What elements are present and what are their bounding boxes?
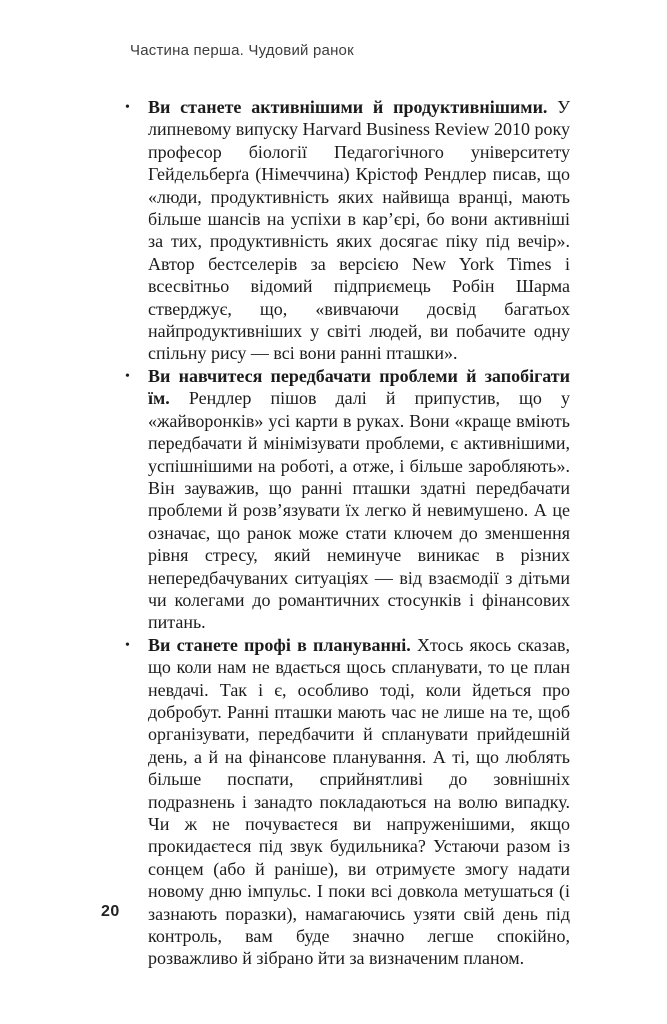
bullet-item-planning xyxy=(123,634,570,970)
bullet-lead: Ви навчитеся передбачати проблеми й запобігати їм. xyxy=(148,365,570,409)
page-number: 20 xyxy=(101,903,120,920)
bullet-body-text: Рендлер пішов далі й припустив, що у «жайворонків» усі карти в руках. Вони «краще вміють передбачати й мінімізувати проблеми, є активнішими, успішнішими на роботі, а отже, і більше заробляють». Він зауважив, що ранні пташки здатні передбачати проблеми й розв’язувати їх легко й невимушено. А це означає, що ранок може стати ключем до зменшення рівня стресу, який неминуче виникає в різних непередбачуваних ситуаціях — від взаємодії з дітьми чи колегами до романтичних стосунків і фінансових питань. xyxy=(148,388,570,633)
bullet-lead: Ви станете активнішими й продуктивнішими. xyxy=(148,97,548,117)
bullet-body-text: У липневому випуску Harvard Business Review 2010 року професор біології Педагогічного університету Гейдельберґа (Німеччина) Крістоф Рендлер писав, що «люди, продуктивність яких найвища вранці, мають більше шансів на успіхи в кар’єрі, бо вони активніші за тих, продуктивність яких досягає піку під вечір». Автор бестселерів за версією New York Times і всесвітньо відомий підприємець Робін Шарма стверджує, що, «вивчаючи досвід багатьох найпродуктивніших у світі людей, ви побачите одну спільну рису — всі вони ранні пташки». xyxy=(148,97,570,364)
bullet-icon: • xyxy=(125,100,130,115)
bullet-item-productivity xyxy=(123,96,570,365)
running-header: Частина перша. Чудовий ранок xyxy=(130,42,354,59)
bullet-list xyxy=(123,96,570,970)
bullet-body-text: Хтось якось сказав, що коли нам не вдається щось спланувати, то це план невдачі. Так і є, особливо тоді, коли йдеться про добробут. Ранні пташки мають час не лише на те, щоб організувати, передбачити й спланувати прийдешній день, а й на фінансове планування. А ті, що люблять більше поспати, сприйнятливі до зовнішніх подразнень і занадто покладаються на волю випадку. Чи ж не почуваєтеся ви напруженішими, якщо прокидаєтеся під звук будильника? Устаючи разом із сонцем (або й раніше), ви отримуєте змогу надати новому дню імпульс. І поки всі довкола метушаться (і зазнають поразки), намагаючись узяти свій день під контроль, вам буде значно легше спокійно, розважливо й зібрано йти за визначеним планом. xyxy=(148,634,570,969)
bullet-icon: • xyxy=(125,368,130,384)
bullet-icon: • xyxy=(125,637,130,653)
bullet-item-anticipate-problems xyxy=(123,365,570,634)
bullet-lead: Ви станете профі в плануванні. xyxy=(148,634,411,655)
